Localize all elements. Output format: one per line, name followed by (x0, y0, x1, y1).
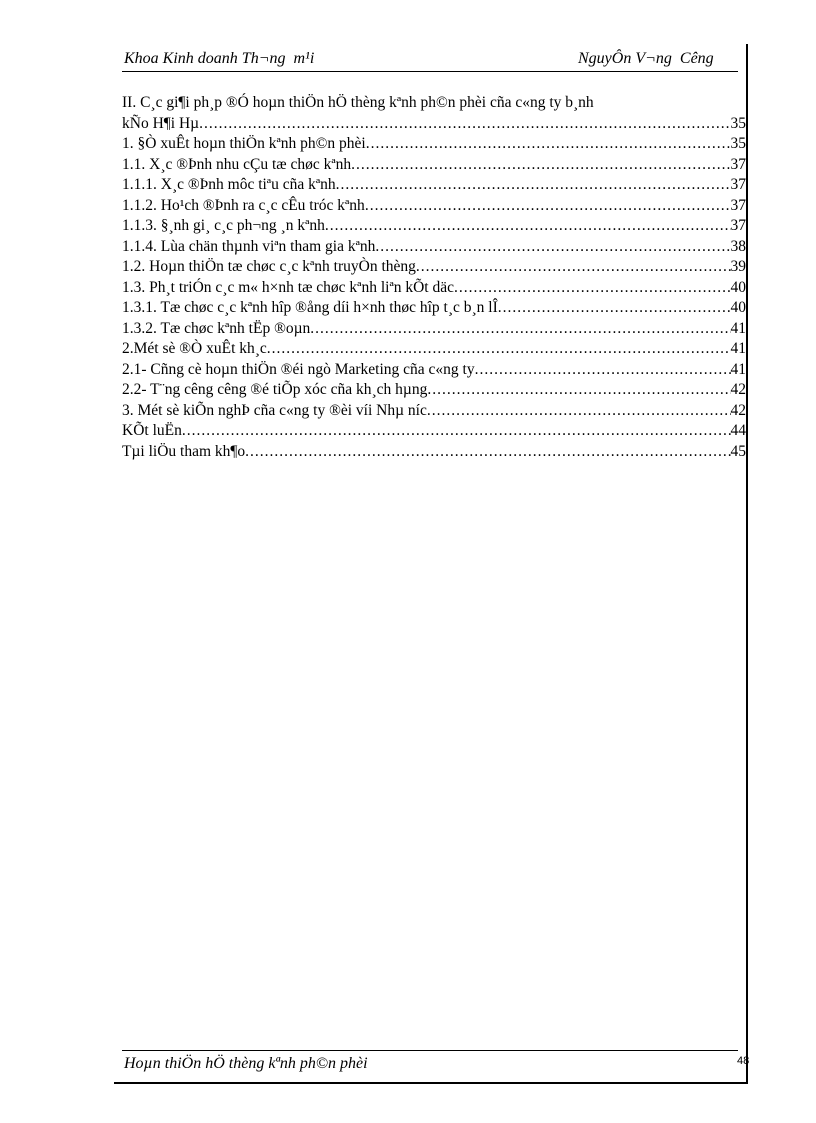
toc-page-number: 38 (730, 237, 746, 255)
toc-leader-dots (475, 360, 731, 381)
toc-entry (122, 278, 746, 299)
toc-entry (122, 237, 746, 258)
page-number: 48 (737, 1055, 750, 1067)
toc-page-number: 35 (730, 114, 746, 132)
toc-leader-dots (199, 114, 730, 135)
toc-entry-text: 2.1- Cñng cè hoµn thiÖn ®éi ngò Marketing cña c«ng ty (122, 360, 475, 378)
toc-leader-dots (427, 380, 730, 401)
toc-entry-first-line2 (122, 114, 746, 135)
toc-page-number: 42 (730, 381, 746, 398)
toc-page-number: 41 (730, 340, 746, 357)
toc-page-number: 41 (730, 319, 746, 337)
toc-entry-text: 1.1.3. §¸nh gi¸ c¸c ph¬ng ¸n kªnh (122, 217, 325, 234)
toc-entry (122, 421, 746, 442)
toc-entry-text: 1. §Ò xuÊt hoµn thiÖn kªnh ph©n phèi (122, 135, 366, 152)
footer-rule (122, 1050, 738, 1051)
toc-leader-dots (182, 421, 731, 442)
toc-page-number: 40 (730, 299, 746, 316)
toc-entry-text: kÑo H¶i Hµ (122, 114, 200, 132)
toc-leader-dots (427, 401, 731, 422)
toc-entry-text: 1.3. Ph¸t triÓn c¸c m« h×nh tæ chøc kªnh liªn kÕt däc (122, 278, 454, 296)
toc-entry (122, 196, 746, 217)
toc-leader-dots (416, 257, 731, 278)
toc-entry (122, 216, 746, 237)
toc-entry (122, 339, 746, 360)
toc-page-number: 42 (730, 401, 746, 419)
toc-page-number: 37 (730, 176, 746, 193)
toc-entry-text: 1.1.1. X¸c ®Þnh môc tiªu cña kªnh (122, 176, 336, 193)
toc-leader-dots (365, 196, 731, 217)
toc-entry-text: II. C¸c gi¶i ph¸p ®Ó hoµn thiÖn hÖ thèng kªnh ph©n phèi cña c«ng ty b¸nh (122, 94, 594, 111)
toc-page-number: 35 (730, 135, 746, 152)
toc-entry-text: KÕt luËn (122, 422, 182, 439)
toc-entry (122, 319, 746, 340)
toc-entry (122, 298, 746, 319)
toc-entry-text: 1.3.2. Tæ chøc kªnh tËp ®oµn (122, 319, 311, 337)
toc-page-number: 39 (730, 258, 746, 275)
header-faculty: Khoa Kinh doanh Th¬ng m¹i (124, 50, 315, 67)
toc-entry-text: 1.3.1. Tæ chøc c¸c kªnh hîp ®ång díi h×nh thøc hîp t¸c b¸n lÎ (122, 299, 498, 316)
toc-leader-dots (325, 216, 731, 237)
toc-entry (122, 360, 746, 381)
toc-page-number: 37 (730, 217, 746, 234)
toc-entry-text: 3. Mét sè kiÕn nghÞ cña c«ng ty ®èi víi Nhµ níc (122, 401, 427, 419)
toc-entry (122, 401, 746, 422)
toc-entry (122, 134, 746, 155)
toc-entry-text: 1.1.4. Lùa chän thµnh viªn tham gia kªnh (122, 237, 376, 255)
toc-leader-dots (498, 298, 731, 319)
toc-leader-dots (366, 134, 731, 155)
toc-page-number: 40 (730, 278, 746, 296)
toc-leader-dots (310, 319, 730, 340)
toc-leader-dots (351, 155, 730, 176)
toc-page-number: 37 (730, 196, 746, 214)
toc-entry (122, 380, 746, 401)
toc-page-number: 44 (730, 422, 746, 439)
toc-page-number: 45 (730, 442, 746, 460)
header-author: NguyÔn V¬ng Cêng (578, 50, 714, 67)
toc-entry (122, 155, 746, 176)
toc-leader-dots (245, 442, 730, 463)
toc-page-number: 41 (730, 360, 746, 378)
toc-leader-dots (375, 237, 730, 258)
table-of-contents (122, 93, 746, 462)
header-rule (122, 71, 738, 72)
toc-entry-text: 1.1. X¸c ®Þnh nhu cÇu tæ chøc kªnh (122, 155, 352, 173)
toc-entry (122, 442, 746, 463)
toc-leader-dots (454, 278, 731, 299)
toc-entry-first-line1 (122, 93, 746, 114)
toc-entry-text: 1.2. Hoµn thiÖn tæ chøc c¸c kªnh truyÒn thèng (122, 258, 416, 275)
toc-entry-text: 2.Mét sè ®Ò xuÊt kh¸c (122, 340, 267, 357)
footer-title: Hoµn thiÖn hÖ thèng kªnh ph©n phèi (124, 1055, 368, 1072)
toc-entry-text: 1.1.2. Ho¹ch ®Þnh ra c¸c cÊu tróc kªnh (122, 196, 365, 214)
toc-page-number: 37 (730, 155, 746, 173)
toc-leader-dots (267, 339, 731, 360)
toc-entry (122, 257, 746, 278)
toc-entry (122, 175, 746, 196)
toc-entry-text: Tµi liÖu tham kh¶o (122, 442, 246, 460)
toc-leader-dots (336, 175, 731, 196)
toc-entry-text: 2.2- T¨ng cêng cêng ®é tiÕp xóc cña kh¸ch hµng (122, 381, 428, 398)
